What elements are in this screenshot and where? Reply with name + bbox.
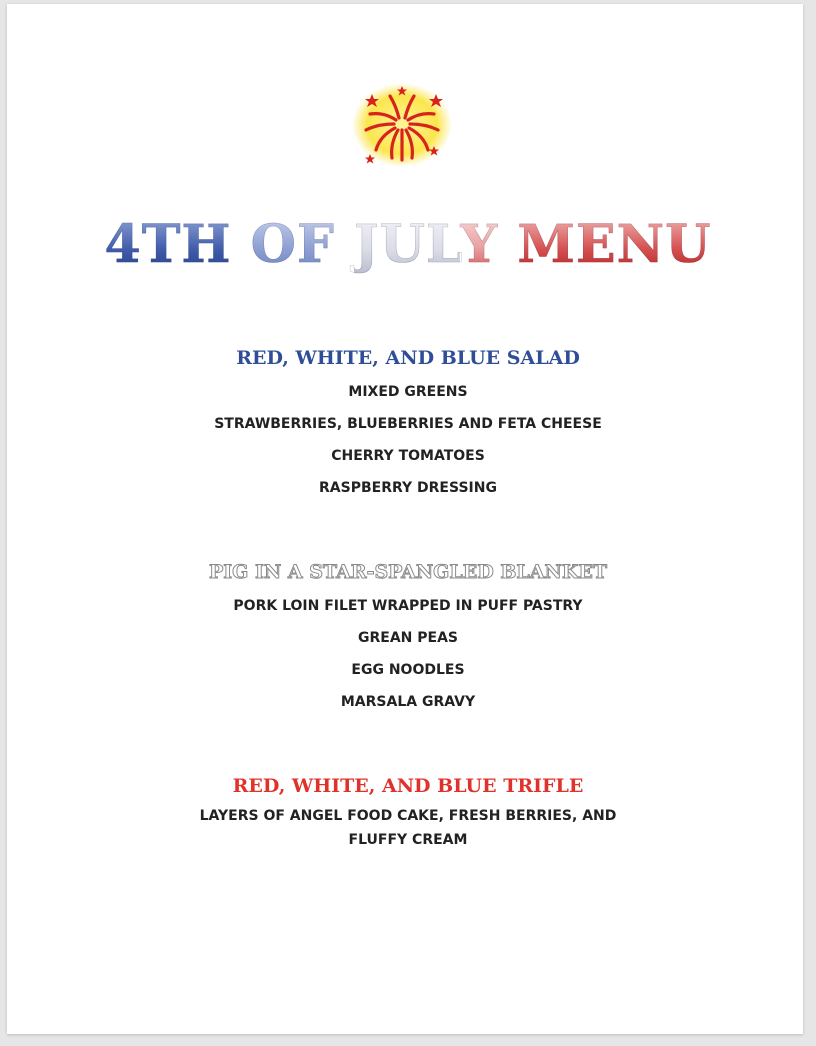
menu-item: GREAN PEAS xyxy=(357,630,458,646)
title-part-4th: 4TH xyxy=(104,214,251,275)
title-part-of: OF xyxy=(250,214,354,275)
salad-section xyxy=(0,344,816,504)
dessert-heading: RED, WHITE, AND BLUE TRIFLE xyxy=(232,775,584,797)
menu-item: STRAWBERRIES, BLUEBERRIES AND FETA CHEESE xyxy=(214,416,602,432)
menu-item: PORK LOIN FILET WRAPPED IN PUFF PASTRY xyxy=(233,598,583,614)
menu-item: RASPBERRY DRESSING xyxy=(319,480,497,496)
main-course-heading: PIG IN A STAR-SPANGLED BLANKET xyxy=(208,561,608,583)
fireworks-icon xyxy=(350,82,454,168)
dessert-description: LAYERS OF ANGEL FOOD CAKE, FRESH BERRIES, AND FLUFFY CREAM xyxy=(199,808,617,848)
title-part-y: Y xyxy=(460,214,518,275)
title-part-jul: JUL xyxy=(353,214,461,275)
menu-title xyxy=(0,214,816,275)
title-part-menu: MENU xyxy=(517,214,712,275)
main-course-section xyxy=(0,558,816,718)
dessert-section xyxy=(0,772,816,852)
menu-item: MARSALA GRAVY xyxy=(340,694,476,710)
menu-item: EGG NOODLES xyxy=(351,662,465,678)
menu-item: CHERRY TOMATOES xyxy=(331,448,485,464)
menu-item: MIXED GREENS xyxy=(348,384,468,400)
salad-heading: RED, WHITE, AND BLUE SALAD xyxy=(236,347,580,369)
